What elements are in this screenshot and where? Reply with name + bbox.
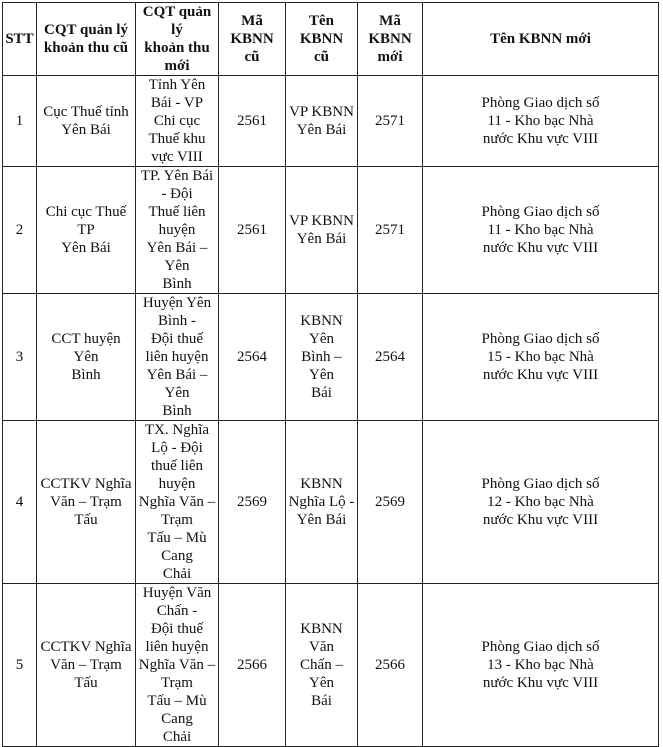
cell-old-kbnn-code: 2569	[219, 421, 286, 584]
table-row	[3, 421, 659, 584]
table-row	[3, 294, 659, 421]
cell-new-tax-office: Tỉnh Yên Bái - VP Chi cục Thuế khu vực VIII	[136, 76, 219, 167]
table-row	[3, 584, 659, 747]
cell-new-tax-office: Huyện Văn Chấn - Đội thuế liên huyện Nghĩa Văn – Trạm Tấu – Mù Cang Chải	[136, 584, 219, 747]
header-new-kbnn-name: Tên KBNN mới	[423, 3, 659, 76]
cell-old-kbnn-code: 2564	[219, 294, 286, 421]
cell-old-kbnn-name: VP KBNN Yên Bái	[286, 76, 358, 167]
cell-new-kbnn-name: Phòng Giao dịch số 13 - Kho bạc Nhà nước Khu vực VIII	[423, 584, 659, 747]
header-row	[3, 3, 659, 76]
cell-new-kbnn-code: 2564	[358, 294, 423, 421]
cell-old-tax-office: CCT huyện Yên Bình	[37, 294, 136, 421]
kbnn-mapping-table	[2, 2, 659, 747]
cell-stt: 4	[3, 421, 37, 584]
cell-new-tax-office: Huyện Yên Bình - Đội thuế liên huyện Yên Bái – Yên Bình	[136, 294, 219, 421]
cell-stt: 1	[3, 76, 37, 167]
cell-new-kbnn-name: Phòng Giao dịch số 15 - Kho bạc Nhà nước Khu vực VIII	[423, 294, 659, 421]
cell-old-kbnn-name: KBNN Yên Bình – Yên Bái	[286, 294, 358, 421]
cell-new-tax-office: TP. Yên Bái - Đội Thuế liên huyện Yên Bái – Yên Bình	[136, 167, 219, 294]
cell-new-kbnn-name: Phòng Giao dịch số 11 - Kho bạc Nhà nước Khu vực VIII	[423, 76, 659, 167]
cell-new-kbnn-code: 2569	[358, 421, 423, 584]
cell-old-kbnn-code: 2566	[219, 584, 286, 747]
cell-new-kbnn-name: Phòng Giao dịch số 12 - Kho bạc Nhà nước Khu vực VIII	[423, 421, 659, 584]
cell-stt: 2	[3, 167, 37, 294]
cell-old-kbnn-name: KBNN Văn Chấn – Yên Bái	[286, 584, 358, 747]
cell-old-kbnn-code: 2561	[219, 76, 286, 167]
header-old-kbnn-name: Tên KBNN cũ	[286, 3, 358, 76]
cell-new-kbnn-name: Phòng Giao dịch số 11 - Kho bạc Nhà nước Khu vực VIII	[423, 167, 659, 294]
cell-new-kbnn-code: 2571	[358, 167, 423, 294]
header-old-tax-office: CQT quản lý khoản thu cũ	[37, 3, 136, 76]
cell-old-kbnn-name: KBNN Nghĩa Lộ - Yên Bái	[286, 421, 358, 584]
cell-old-kbnn-name: VP KBNN Yên Bái	[286, 167, 358, 294]
cell-old-tax-office: CCTKV Nghĩa Văn – Trạm Tấu	[37, 584, 136, 747]
cell-new-kbnn-code: 2566	[358, 584, 423, 747]
cell-new-tax-office: TX. Nghĩa Lộ - Đội thuế liên huyện Nghĩa Văn – Trạm Tấu – Mù Cang Chải	[136, 421, 219, 584]
cell-old-tax-office: Cục Thuế tỉnh Yên Bái	[37, 76, 136, 167]
cell-old-tax-office: CCTKV Nghĩa Văn – Trạm Tấu	[37, 421, 136, 584]
cell-old-kbnn-code: 2561	[219, 167, 286, 294]
cell-stt: 5	[3, 584, 37, 747]
cell-old-tax-office: Chi cục Thuế TP Yên Bái	[37, 167, 136, 294]
table-row	[3, 167, 659, 294]
header-new-kbnn-code: Mã KBNN mới	[358, 3, 423, 76]
table-row	[3, 76, 659, 167]
header-stt: STT	[3, 3, 37, 76]
cell-new-kbnn-code: 2571	[358, 76, 423, 167]
header-new-tax-office: CQT quản lý khoản thu mới	[136, 3, 219, 76]
header-old-kbnn-code: Mã KBNN cũ	[219, 3, 286, 76]
cell-stt: 3	[3, 294, 37, 421]
